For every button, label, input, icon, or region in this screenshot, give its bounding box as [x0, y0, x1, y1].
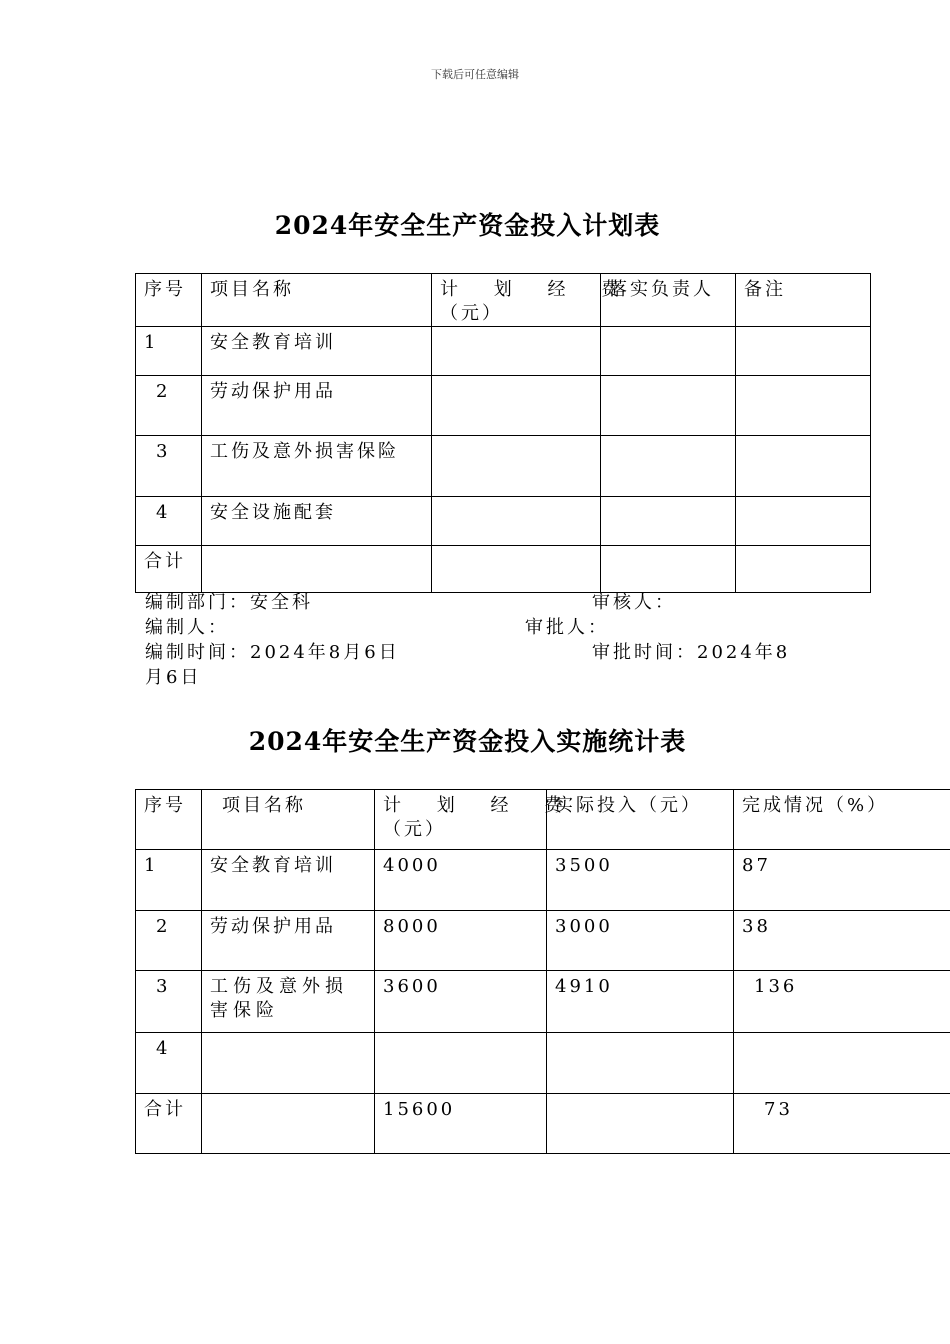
exec-header-row: [136, 790, 950, 850]
header-fund: [432, 274, 626, 327]
header-plan: [375, 790, 569, 850]
row-owner: [601, 376, 736, 436]
row-fund: [432, 436, 601, 497]
row-plan: 4000: [375, 850, 547, 911]
row-name: 劳动保护用品: [202, 911, 375, 971]
total-cell: [202, 1094, 375, 1154]
row-rate: 38: [734, 911, 950, 971]
row-owner: [601, 497, 736, 546]
header-name: 项目名称: [202, 274, 432, 327]
row-no: 4: [136, 497, 202, 546]
row-plan: [375, 1033, 547, 1094]
row-note: [736, 436, 871, 497]
row-plan: 8000: [375, 911, 547, 971]
total-label: 合计: [136, 546, 202, 593]
row-owner: [601, 436, 736, 497]
total-cell: [202, 546, 432, 593]
total-plan: 15600: [375, 1094, 547, 1154]
total-rate: 73: [734, 1094, 950, 1154]
row-name: 安全教育培训: [202, 327, 432, 376]
header-plan-line1: 计 划 经 费: [383, 795, 569, 816]
header-owner: 落实负责人: [601, 274, 736, 327]
total-row: [136, 1094, 950, 1154]
watermark: 下载后可任意编辑: [431, 68, 519, 81]
dept-label: 编制部门：安全科: [145, 592, 313, 613]
table-row: [136, 971, 950, 1033]
exec-table: [135, 789, 950, 1154]
header-rate: 完成情况（%）: [734, 790, 950, 850]
row-actual: 3500: [547, 850, 734, 911]
row-actual: 3000: [547, 911, 734, 971]
row-name: [202, 1033, 375, 1094]
header-note: 备注: [736, 274, 871, 327]
row-no: 4: [136, 1033, 202, 1094]
row-no: 2: [136, 911, 202, 971]
row-fund: [432, 497, 601, 546]
prep-time: 编制时间：2024年8月6日: [145, 642, 400, 663]
plan-table-title: 2024年安全生产资金投入计划表: [274, 211, 661, 240]
preparer-label: 编制人：: [145, 617, 229, 638]
header-plan-line2: （元）: [383, 819, 446, 840]
row-note: [736, 327, 871, 376]
table-row: [136, 497, 871, 546]
total-row: [136, 546, 871, 593]
total-cell: [736, 546, 871, 593]
row-note: [736, 497, 871, 546]
approve-time-cont: 月6日: [145, 667, 202, 688]
plan-header-row: [136, 274, 871, 327]
header-no: 序号: [136, 274, 202, 327]
header-actual: 实际投入（元）: [547, 790, 734, 850]
row-name: 工伤及意外损害保险: [202, 436, 432, 497]
row-name: 工伤及意外损害保险: [202, 971, 375, 1033]
row-name: 劳动保护用品: [202, 376, 432, 436]
row-fund: [432, 327, 601, 376]
table-row: [136, 436, 871, 497]
row-plan: 3600: [375, 971, 547, 1033]
table-row: [136, 911, 950, 971]
row-rate: 87: [734, 850, 950, 911]
total-label: 合计: [136, 1094, 202, 1154]
row-rate: [734, 1033, 950, 1094]
row-no: 3: [136, 971, 202, 1033]
row-no: 1: [136, 327, 202, 376]
reviewer-label: 审核人：: [592, 592, 676, 613]
row-no: 3: [136, 436, 202, 497]
total-cell: [432, 546, 601, 593]
total-cell: [601, 546, 736, 593]
header-fund-line1: 计 划 经 费: [440, 279, 626, 300]
header-name: 项目名称: [202, 790, 375, 850]
table-row: [136, 1033, 950, 1094]
row-no: 2: [136, 376, 202, 436]
row-name: 安全教育培训: [202, 850, 375, 911]
total-actual: [547, 1094, 734, 1154]
header-fund-line2: （元）: [440, 303, 503, 324]
row-actual: 4910: [547, 971, 734, 1033]
header-no: 序号: [136, 790, 202, 850]
row-actual: [547, 1033, 734, 1094]
table-row: [136, 850, 950, 911]
row-name: 安全设施配套: [202, 497, 432, 546]
row-fund: [432, 376, 601, 436]
row-note: [736, 376, 871, 436]
row-no: 1: [136, 850, 202, 911]
table-row: [136, 376, 871, 436]
table-row: [136, 327, 871, 376]
plan-table: [135, 273, 871, 593]
exec-table-title: 2024年安全生产资金投入实施统计表: [248, 727, 687, 756]
approve-time: 审批时间：2024年8: [592, 642, 791, 663]
row-owner: [601, 327, 736, 376]
approver-label: 审批人：: [525, 617, 609, 638]
row-rate: 136: [734, 971, 950, 1033]
